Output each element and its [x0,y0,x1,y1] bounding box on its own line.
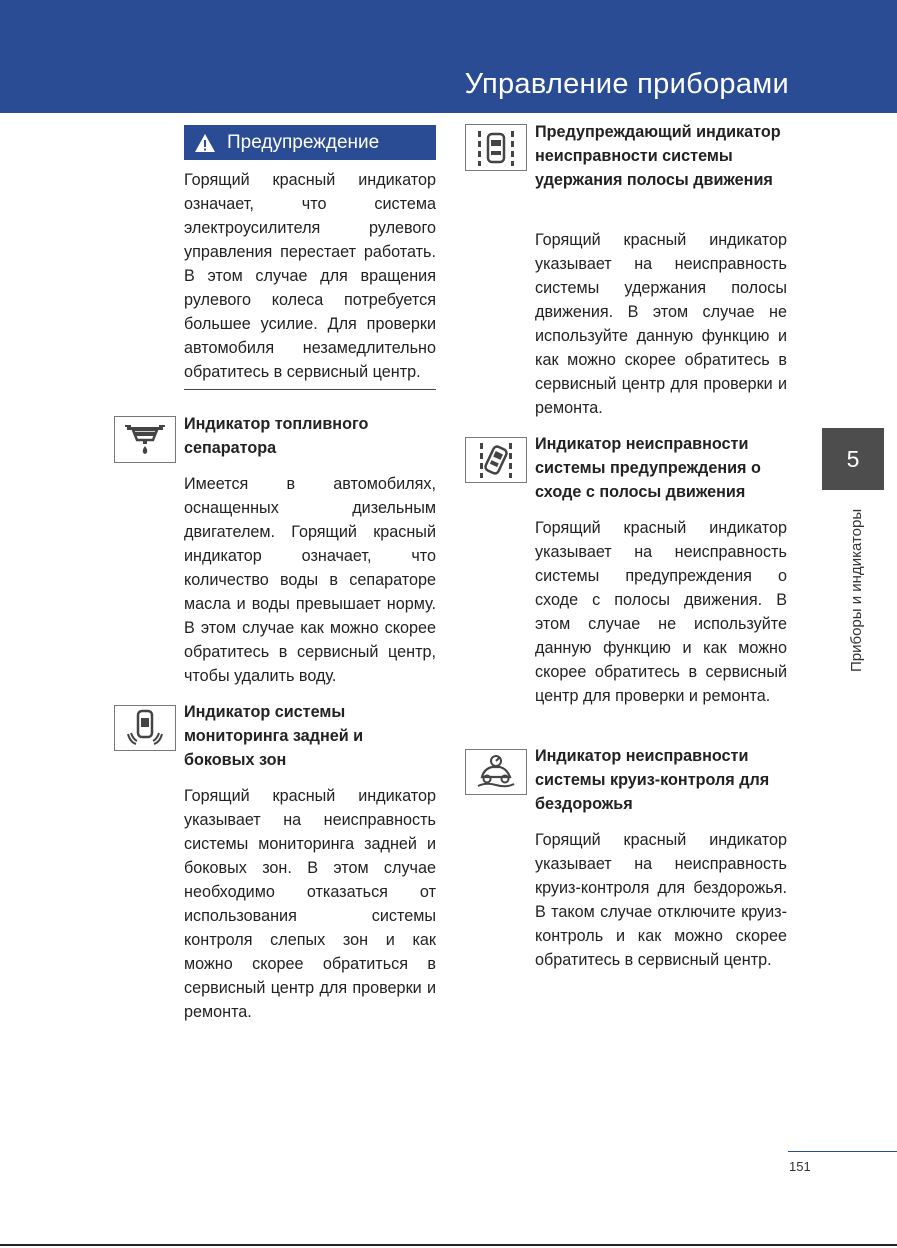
lane-keeping-text: Горящий красный индикатор указывает на неисправность системы удержания полосы движения. В этом случае не используйте данную функцию и как можно скорее обратитесь в сервисный центр для проверки и ремонта. [535,231,787,417]
lane-keeping-heading: Предупреждающий индикатор неисправности системы удержания полосы движения [535,123,781,189]
chapter-number-tab: 5 [822,428,884,490]
lane-departure-text: Горящий красный индикатор указывает на неисправность системы предупреждения о сходе с полосы движения. В этом случае не используйте данную функцию и как можно скорее обратитесь в сервисный центр для проверки и ремонта. [535,519,787,705]
blind-spot-heading: Индикатор системы мониторинга задней и боковых зон [184,703,364,769]
warning-banner [184,125,436,160]
divider [184,389,436,390]
offroad-cruise-heading: Индикатор неисправности системы круиз-контроля для бездорожья [535,747,770,813]
fuel-separator-heading: Индикатор топливного сепаратора [184,415,369,457]
warning-text: Горящий красный индикатор означает, что система электроусилителя рулевого управления перестает работать. В этом случае для вращения рулевого колеса потребуется большее усилие. Для проверки автомобиля незамедлительно обратитесь в сервисный центр. [184,171,436,381]
page-header [0,0,897,113]
lane-departure-icon-box [465,437,527,483]
lane-keeping-icon-box [465,124,527,171]
lane-keeping-icon [474,129,518,167]
fuel-separator-icon [123,422,167,458]
page-title: Управление приборами [464,68,789,100]
fuel-separator-text: Имеется в автомобилях, оснащенных дизельным двигателем. Горящий красный индикатор означает, что количество воды в сепараторе масла и воды превышает норму. В этом случае как можно скорее обратитесь в сервисный центр, чтобы удалить воду. [184,475,436,685]
lane-departure-heading: Индикатор неисправности системы предупреждения о сходе с полосы движения [535,435,761,501]
lane-departure-icon [474,441,518,479]
warning-triangle-icon [194,133,216,153]
offroad-cruise-icon-box [465,749,527,795]
bottom-border [0,1244,897,1246]
warning-label: Предупреждение [227,131,380,153]
blind-spot-icon-box [114,705,176,751]
footer-rule [788,1151,897,1152]
offroad-cruise-text: Горящий красный индикатор указывает на неисправность круиз-контроля для бездорожья. В таком случае отключите круиз-контроль и как можно скорее обратитесь в сервисный центр. [535,831,787,969]
offroad-cruise-icon [474,753,518,791]
fuel-separator-icon-box [114,416,176,463]
chapter-side-label: Приборы и индикаторы [848,508,865,672]
page-number: 151 [789,1159,811,1174]
blind-spot-monitor-icon [125,709,165,747]
blind-spot-text: Горящий красный индикатор указывает на неисправность системы мониторинга задней и боковых зон. В этом случае необходимо отказаться от использования системы контроля слепых зон и как можно скорее обратиться в сервисный центр для проверки и ремонта. [184,787,436,1021]
